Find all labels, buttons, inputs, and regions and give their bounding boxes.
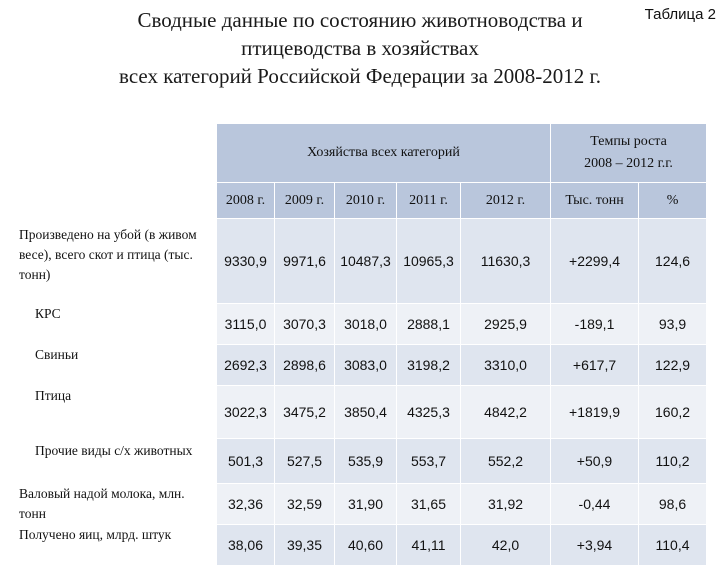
table-cell: 160,2 — [639, 386, 707, 439]
table-cell: 553,7 — [397, 439, 461, 484]
table-cell: 9971,6 — [275, 219, 335, 304]
table-cell: 40,60 — [335, 525, 397, 566]
table-cell: 2925,9 — [461, 304, 551, 345]
table-cell: 3310,0 — [461, 345, 551, 386]
table-cell: 4842,2 — [461, 386, 551, 439]
column-header: % — [639, 183, 707, 219]
table-cell: 10965,3 — [397, 219, 461, 304]
table-cell: 122,9 — [639, 345, 707, 386]
header-row-group — [17, 124, 707, 183]
table-row — [17, 525, 707, 566]
table-cell: 32,36 — [217, 484, 275, 525]
table-cell: 98,6 — [639, 484, 707, 525]
table-cell: -0,44 — [551, 484, 639, 525]
column-header: 2011 г. — [397, 183, 461, 219]
table-cell: 3022,3 — [217, 386, 275, 439]
row-label: Получено яиц, млрд. штук — [17, 525, 217, 566]
column-header: 2009 г. — [275, 183, 335, 219]
group-header: Хозяйства всех категорий — [217, 124, 551, 183]
table-cell: 3018,0 — [335, 304, 397, 345]
table-cell: 42,0 — [461, 525, 551, 566]
livestock-data-table — [16, 123, 707, 566]
table-cell: 3070,3 — [275, 304, 335, 345]
table-cell: 3850,4 — [335, 386, 397, 439]
table-cell: 2898,6 — [275, 345, 335, 386]
column-header: 2008 г. — [217, 183, 275, 219]
column-header: Тыс. тонн — [551, 183, 639, 219]
table-cell: 124,6 — [639, 219, 707, 304]
table-cell: 32,59 — [275, 484, 335, 525]
growth-header-line-1: Темпы роста — [590, 134, 667, 149]
row-label: Валовый надой молока, млн. тонн — [17, 484, 217, 525]
table-row — [17, 304, 707, 345]
page-title — [60, 6, 660, 90]
table-cell: 10487,3 — [335, 219, 397, 304]
row-label: КРС — [17, 304, 217, 345]
column-header: 2012 г. — [461, 183, 551, 219]
title-line-1: Сводные данные по состоянию животноводства и — [137, 8, 583, 32]
row-label-text: Прочие виды с/х животных — [35, 443, 193, 458]
row-label: Свиньи — [17, 345, 217, 386]
table-cell: 31,92 — [461, 484, 551, 525]
table-cell: 31,90 — [335, 484, 397, 525]
growth-header — [551, 124, 707, 183]
row-label: Произведено на убой (в живом весе), всего скот и птица (тыс. тонн) — [17, 219, 217, 304]
table-cell: 3115,0 — [217, 304, 275, 345]
table-cell: 93,9 — [639, 304, 707, 345]
table-cell: 2692,3 — [217, 345, 275, 386]
table-cell: 501,3 — [217, 439, 275, 484]
header-corner — [17, 124, 217, 219]
table-cell: 2888,1 — [397, 304, 461, 345]
table-cell: 3475,2 — [275, 386, 335, 439]
row-label — [17, 439, 217, 484]
table-cell: 527,5 — [275, 439, 335, 484]
table-row — [17, 386, 707, 439]
table-cell: 552,2 — [461, 439, 551, 484]
table-cell: 11630,3 — [461, 219, 551, 304]
table-cell: +50,9 — [551, 439, 639, 484]
table-row — [17, 345, 707, 386]
table-row — [17, 439, 707, 484]
table-cell: 39,35 — [275, 525, 335, 566]
table-cell: 110,4 — [639, 525, 707, 566]
title-line-3: всех категорий Российской Федерации за 2008-2012 г. — [119, 64, 601, 88]
table-label: Таблица 2 — [644, 6, 716, 23]
title-line-2: птицеводства в хозяйствах — [241, 36, 479, 60]
table-cell: 535,9 — [335, 439, 397, 484]
table-cell: -189,1 — [551, 304, 639, 345]
table-row — [17, 484, 707, 525]
growth-header-line-2: 2008 – 2012 г.г. — [584, 156, 673, 171]
table-cell: 9330,9 — [217, 219, 275, 304]
table-cell: 3083,0 — [335, 345, 397, 386]
table-cell: 38,06 — [217, 525, 275, 566]
table-cell: +3,94 — [551, 525, 639, 566]
column-header: 2010 г. — [335, 183, 397, 219]
table-row — [17, 219, 707, 304]
table-cell: 31,65 — [397, 484, 461, 525]
table-cell: +617,7 — [551, 345, 639, 386]
table-cell: 41,11 — [397, 525, 461, 566]
table-cell: +2299,4 — [551, 219, 639, 304]
table-cell: 110,2 — [639, 439, 707, 484]
table-cell: 3198,2 — [397, 345, 461, 386]
table-cell: +1819,9 — [551, 386, 639, 439]
row-label: Птица — [17, 386, 217, 439]
table-cell: 4325,3 — [397, 386, 461, 439]
